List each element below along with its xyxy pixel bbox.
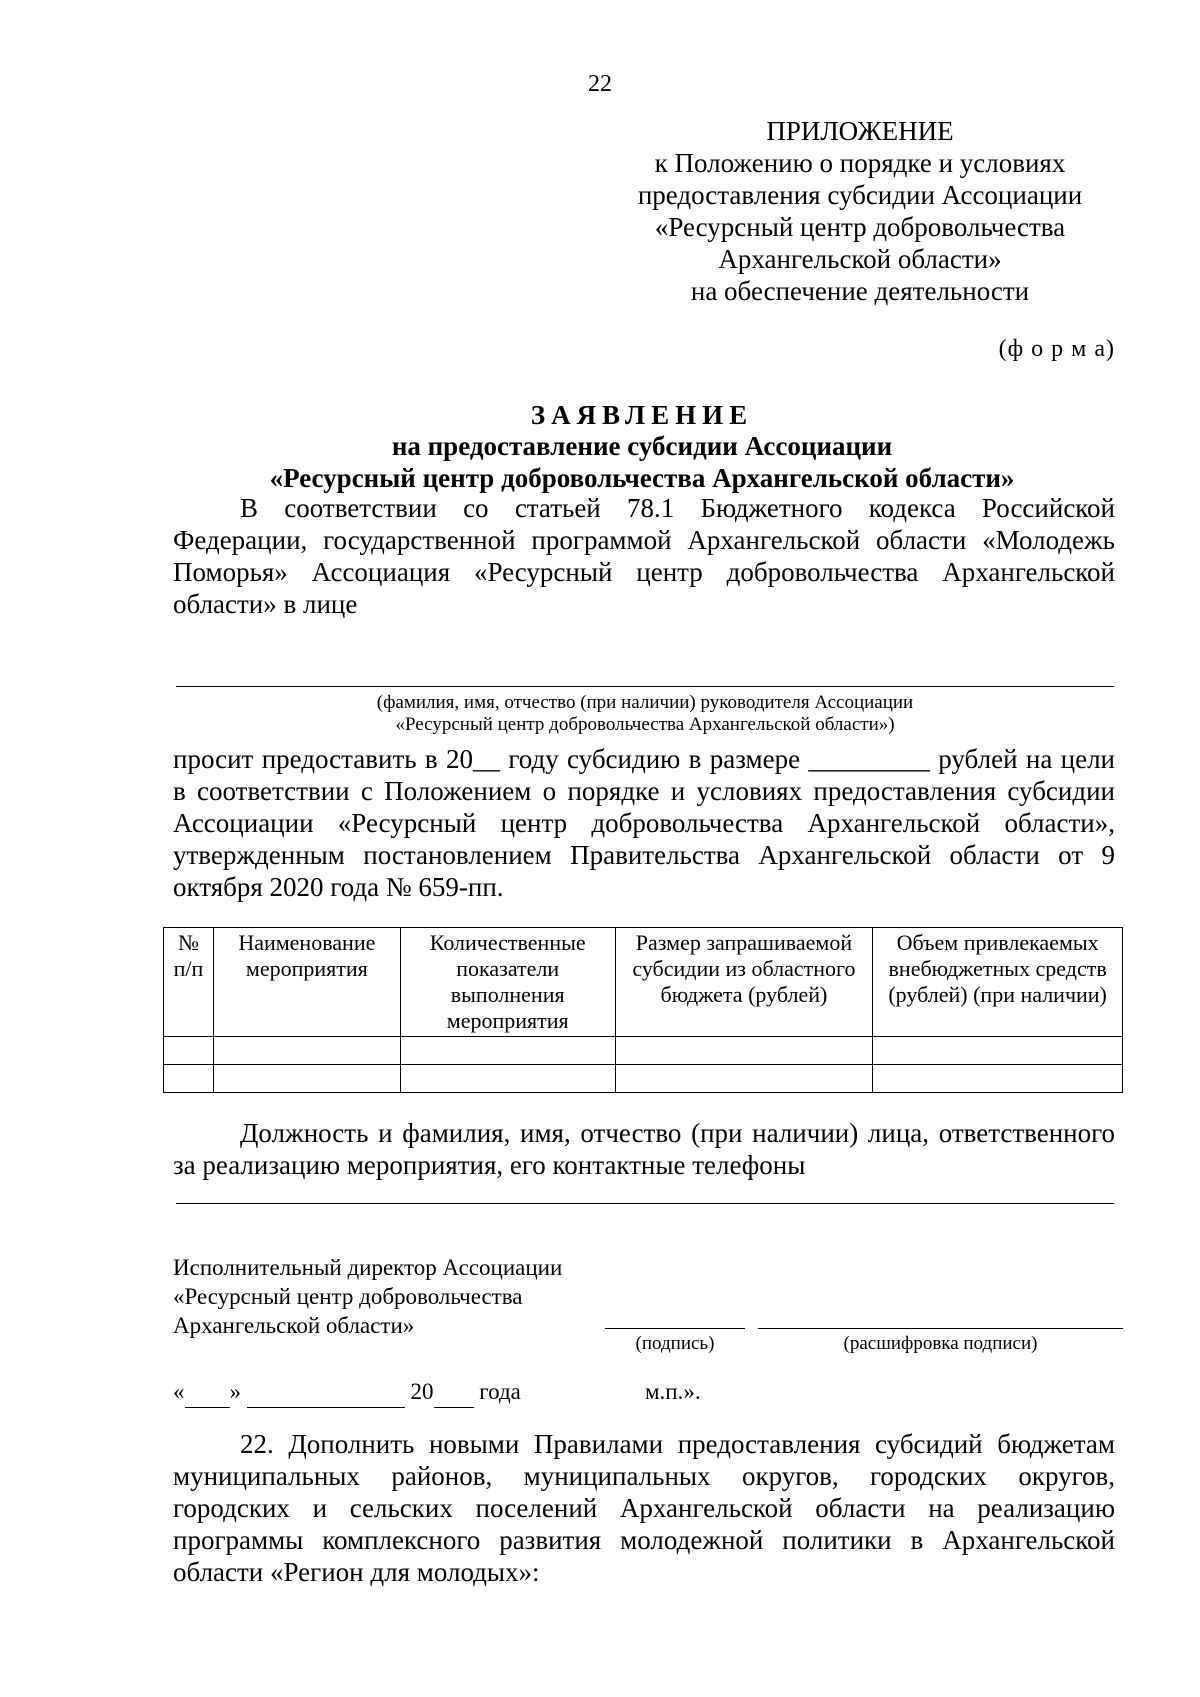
date-line xyxy=(173,1377,521,1408)
paragraph-request: просит предоставить в 20__ году субсидию в размере _________ рублей на цели в соответствии с Положением о порядке и условиях предоставления субсидии Ассоциации «Ресурсный центр добровольчества Архангельской области», утвержденным постановлением Правительства Архангельской области от 9 октября 2020 года № 659-пп. xyxy=(173,744,1115,902)
head-name-line[interactable] xyxy=(176,686,1114,687)
table-cell[interactable] xyxy=(164,1065,214,1093)
year-suffix: года xyxy=(479,1379,521,1404)
table-row xyxy=(164,1065,1123,1093)
document-subtitle xyxy=(0,430,1200,494)
signer-position xyxy=(173,1253,562,1340)
year-prefix: 20 xyxy=(410,1379,434,1404)
hint-line: (фамилия, имя, отчество (при наличии) руководителя Ассоциации xyxy=(376,692,914,713)
col-header-extrabudget: Объем привлекаемых внебюджетных средств (рублей) (при наличии) xyxy=(873,928,1123,1037)
signature-decode-label: (расшифровка подписи) xyxy=(843,1333,1038,1354)
appendix-line: к Положению о порядке и условиях xyxy=(654,148,1066,178)
document-title: ЗАЯВЛЕНИЕ xyxy=(530,400,754,430)
page-number: 22 xyxy=(588,71,612,97)
table-row xyxy=(164,1037,1123,1065)
table-cell[interactable] xyxy=(615,1065,873,1093)
date-close-quote: » xyxy=(229,1379,241,1404)
date-open-quote: « xyxy=(173,1379,185,1404)
paragraph-responsible: Должность и фамилия, имя, отчество (при наличии) лица, ответственного за реализацию мероприятия, его контактные телефоны xyxy=(173,1118,1115,1180)
appendix-line: на обеспечение деятельности xyxy=(690,276,1030,306)
col-header-subsidy: Размер запрашиваемой субсидии из областного бюджета (рублей) xyxy=(615,928,873,1037)
table-cell[interactable] xyxy=(615,1037,873,1065)
signature-line[interactable] xyxy=(605,1328,745,1329)
year-blank[interactable] xyxy=(434,1377,474,1408)
appendix-title: ПРИЛОЖЕНИЕ xyxy=(766,116,954,146)
table-cell[interactable] xyxy=(873,1037,1123,1065)
col-header-activity: Наименование мероприятия xyxy=(213,928,400,1037)
appendix-line: предоставления субсидии Ассоциации xyxy=(637,180,1083,210)
table-cell[interactable] xyxy=(873,1065,1123,1093)
signature-decode-line[interactable] xyxy=(758,1328,1123,1329)
stamp-label: м.п.». xyxy=(645,1379,701,1404)
day-blank[interactable] xyxy=(185,1377,230,1408)
signer-line: «Ресурсный центр добровольчества xyxy=(173,1284,523,1309)
signature-label: (подпись) xyxy=(635,1333,715,1354)
table-cell[interactable] xyxy=(164,1037,214,1065)
subtitle-line: на предоставление субсидии Ассоциации xyxy=(391,431,893,461)
signer-line: Исполнительный директор Ассоциации xyxy=(173,1255,563,1280)
table-cell[interactable] xyxy=(213,1037,400,1065)
table-cell[interactable] xyxy=(400,1037,615,1065)
appendix-line: «Ресурсный центр добровольчества xyxy=(654,212,1066,242)
responsible-person-line[interactable] xyxy=(176,1203,1114,1204)
col-header-indicators: Количественные показатели выполнения мероприятия xyxy=(400,928,615,1037)
appendix-header xyxy=(620,115,1100,307)
paragraph-intro: В соответствии со статьей 78.1 Бюджетного кодекса Российской Федерации, государственной программой Архангельской области «Молодежь Поморья» Ассоциация «Ресурсный центр добровольчества Архангельской области» в лице xyxy=(173,493,1115,619)
table-header-row xyxy=(164,928,1123,1037)
appendix-line: Архангельской области» xyxy=(718,244,1002,274)
head-name-hint xyxy=(176,692,1114,736)
subtitle-line: «Ресурсный центр добровольчества Архангельской области» xyxy=(269,463,1015,493)
signer-line: Архангельской области» xyxy=(173,1313,415,1338)
month-blank[interactable] xyxy=(247,1377,405,1408)
hint-line: «Ресурсный центр добровольчества Архангельской области») xyxy=(395,714,895,735)
col-header-number: № п/п xyxy=(164,928,214,1037)
paragraph-amendment: 22. Дополнить новыми Правилами предоставления субсидий бюджетам муниципальных районов, муниципальных округов, городских округов, городских и сельских поселений Архангельской области на реализацию программы комплексного развития молодежной политики в Архангельской области «Регион для молодых»: xyxy=(173,1429,1115,1587)
table-cell[interactable] xyxy=(400,1065,615,1093)
table-cell[interactable] xyxy=(213,1065,400,1093)
activities-table xyxy=(163,927,1123,1093)
form-label: (ф о р м а) xyxy=(998,336,1115,362)
